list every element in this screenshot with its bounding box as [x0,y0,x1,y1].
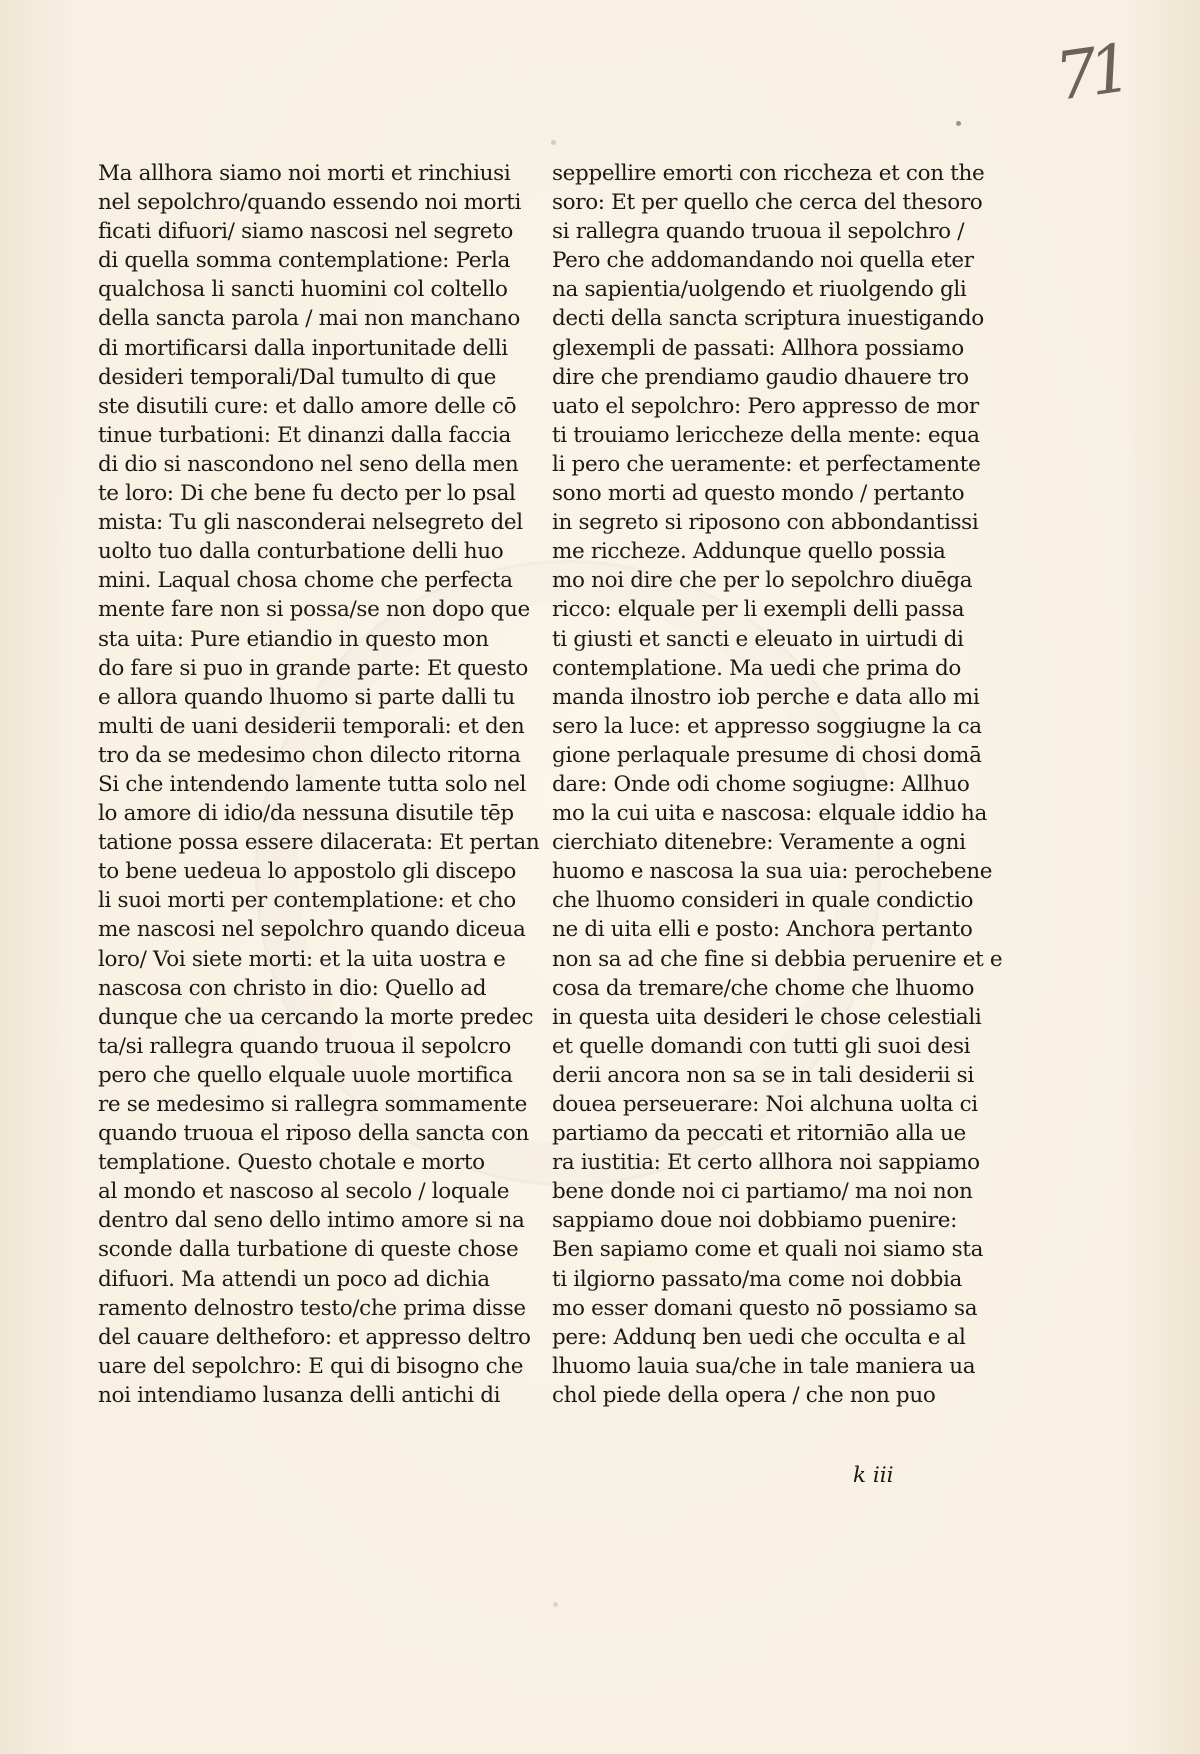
text-line: qualchosa li sancti huomini col coltello [98,277,508,303]
text-line: quando truoua el riposo della sancta con [98,1121,529,1147]
text-line: mo la cui uita e nascosa: elquale iddio ha [552,801,987,827]
folio-number: 71 [1050,30,1129,116]
text-line: di quella somma contemplatione: Perla [98,248,511,274]
text-line: pere: Addunq ben uedi che occulta e al [552,1324,966,1350]
text-line: di dio si nascondono nel seno della men [98,451,519,477]
text-line: lhuomo lauia sua/che in tale maniera ua [552,1353,976,1379]
text-line: li pero che ueramente: et perfectamente [552,451,981,477]
text-line: nel sepolchro/quando essendo noi morti [98,190,522,216]
text-line: sta uita: Pure etiandio in questo mon [98,626,489,652]
text-line: noi intendiamo lusanza delli antichi di [98,1382,501,1408]
text-line: pero che quello elquale uuole mortifica [98,1062,513,1088]
text-line: bene donde noi ci partiamo/ ma noi non [552,1179,973,1205]
text-line: nascosa con christo in dio: Quello ad [98,975,487,1001]
text-line: Pero che addomandando noi quella eter [552,248,974,274]
text-line: Ma allhora siamo noi morti et rinchiusi [98,161,511,186]
right-text-column [552,159,1003,1410]
text-line: li suoi morti per contemplatione: et cho [98,888,516,914]
text-line: do fare si puo in grande parte: Et questo [98,655,528,681]
text-line: uato el sepolchro: Pero appresso de mor [552,393,979,419]
text-line: glexempli de passati: Allhora possiamo [552,335,964,361]
text-line: sero la luce: et appresso soggiugne la ca [552,713,982,739]
text-line: ti ilgiorno passato/ma come noi dobbia [552,1266,962,1292]
text-line: desideri temporali/Dal tumulto di que [98,364,497,390]
text-line: uare del sepolchro: E qui di bisogno che [98,1353,524,1379]
text-line: difuori. Ma attendi un poco ad dichia [98,1266,490,1292]
text-line: me riccheze. Addunque quello possia [552,539,946,565]
ink-speck [956,121,961,126]
ink-speck [553,1602,558,1607]
text-line: in questa uita desideri le chose celestiali [552,1004,982,1030]
text-line: non sa ad che fine si debbia peruenire et e [552,946,1003,972]
text-line: derii ancora non sa se in tali desiderii si [552,1062,974,1088]
text-line: del cauare deltheforo: et appresso deltro [98,1324,531,1350]
text-line: Ben sapiamo come et quali noi siamo sta [552,1237,984,1263]
text-line: di mortificarsi dalla inportunitade delli [98,335,508,361]
text-line: cosa da tremare/che chome che lhuomo [552,975,975,1001]
left-text-column [98,159,540,1410]
text-line: ra iustitia: Et certo allhora noi sappiamo [552,1150,980,1176]
text-line: templatione. Questo chotale e morto [98,1150,485,1176]
text-line: seppellire emorti con riccheza et con the [552,161,985,186]
text-line: chol piede della opera / che non puo [552,1382,936,1408]
text-line: ne di uita elli e posto: Anchora pertanto [552,917,973,943]
text-line: tinue turbationi: Et dinanzi dalla faccia [98,422,511,448]
text-line: tro da se medesimo chon dilecto ritorna [98,742,521,768]
text-line: contemplatione. Ma uedi che prima do [552,655,961,681]
text-line: te loro: Di che bene fu decto per lo psal [98,481,516,507]
text-line: mo esser domani questo nō possiamo sa [552,1295,978,1321]
text-line: dire che prendiamo gaudio dhauere tro [552,364,969,390]
text-line: della sancta parola / mai non manchano [98,306,520,332]
text-line: ramento delnostro testo/che prima disse [98,1295,526,1321]
text-line: mista: Tu gli nasconderai nelsegreto del [98,510,523,536]
text-line: cierchiato ditenebre: Veramente a ogni [552,830,966,856]
text-line: to bene uedeua lo appostolo gli discepo [98,859,516,885]
text-line: ta/si rallegra quando truoua il sepolcro [98,1033,511,1059]
text-line: ti trouiamo lericcheze della mente: equa [552,422,980,448]
text-line: sconde dalla turbatione di queste chose [98,1237,519,1263]
text-line: tatione possa essere dilacerata: Et pertan [98,830,540,856]
text-line: al mondo et nascoso al secolo / loquale [98,1179,510,1205]
text-line: mo noi dire che per lo sepolchro diuēga [552,568,973,594]
text-line: dunque che ua cercando la morte predec [98,1004,534,1030]
text-line: gione perlaquale presume di chosi domā [552,742,982,768]
text-line: partiamo da peccati et ritorniāo alla ue [552,1121,966,1147]
text-line: ficati difuori/ siamo nascosi nel segreto [98,219,514,245]
text-line: e allora quando lhuomo si parte dalli tu [98,684,515,710]
ink-speck [551,140,556,145]
text-line: ste disutili cure: et dallo amore delle cō [98,393,517,419]
text-line: loro/ Voi siete morti: et la uita uostra e [98,946,506,972]
text-line: ricco: elquale per li exempli delli passa [552,597,965,623]
text-line: douea perseuerare: Noi alchuna uolta ci [552,1092,978,1117]
text-line: in segreto si riposono con abbondantissi [552,510,979,536]
text-line: sappiamo doue noi dobbiamo puenire: [552,1208,957,1234]
text-line: et quelle domandi con tutti gli suoi desi [552,1033,971,1059]
signature-mark: k iii [853,1463,894,1488]
text-line: Si che intendendo lamente tutta solo nel [98,771,527,797]
text-line: uolto tuo dalla conturbatione delli huo [98,539,504,565]
text-line: dentro dal seno dello intimo amore si na [98,1208,525,1234]
text-line: multi de uani desiderii temporali: et den [98,713,525,739]
text-line: na sapientia/uolgendo et riuolgendo gli [552,277,967,303]
text-line: mini. Laqual chosa chome che perfecta [98,568,513,594]
text-line: si rallegra quando truoua il sepolchro / [552,219,965,245]
text-line: che lhuomo consideri in quale condictio [552,888,974,914]
text-line: manda ilnostro iob perche e data allo mi [552,684,980,710]
text-line: lo amore di idio/da nessuna disutile tēp [98,801,514,827]
text-line: mente fare non si possa/se non dopo que [98,597,530,623]
text-line: re se medesimo si rallegra sommamente [98,1092,528,1117]
text-line: sono morti ad questo mondo / pertanto [552,481,965,507]
text-line: decti della sancta scriptura inuestigando [552,306,984,332]
text-line: huomo e nascosa la sua uia: perochebene [552,859,993,885]
text-line: ti giusti et sancti e eleuato in uirtudi di [552,626,964,652]
text-line: soro: Et per quello che cerca del thesoro [552,190,983,216]
text-line: dare: Onde odi chome sogiugne: Allhuo [552,771,970,797]
text-line: me nascosi nel sepolchro quando diceua [98,917,526,943]
